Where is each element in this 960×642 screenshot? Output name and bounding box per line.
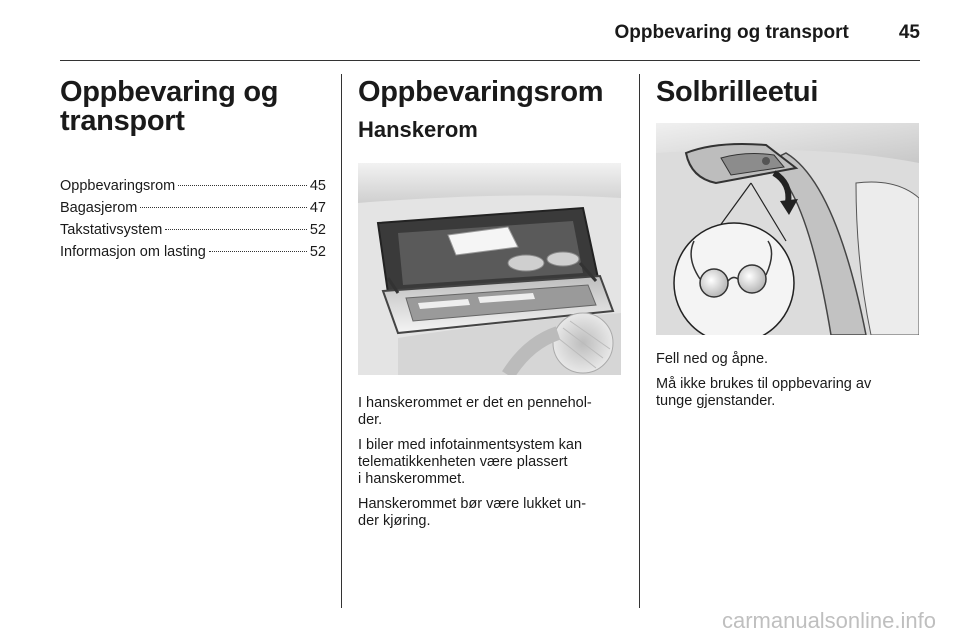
toc-leader-dots <box>178 185 307 186</box>
chapter-title-line2: transport <box>60 105 185 137</box>
toc-entry-bagasjerom[interactable] <box>60 200 326 222</box>
subsection-title-hanskerom: Hanskerom <box>358 117 478 142</box>
toc-entry-informasjon-om-lasting[interactable] <box>60 244 326 266</box>
text-line: Fell ned og åpne. <box>656 351 769 367</box>
header-rule <box>60 60 920 61</box>
hanskerom-text <box>358 395 624 530</box>
text-line: tunge gjenstander. <box>656 393 776 409</box>
table-of-contents <box>60 178 326 266</box>
text-line: der kjøring. <box>358 513 431 529</box>
column-chapter-toc <box>60 78 326 266</box>
section-title-solbrilleetui: Solbrilleetui <box>656 76 819 108</box>
text-line: I biler med infotainmentsystem kan <box>358 437 583 453</box>
text-line: Hanskerommet bør være lukket un- <box>358 496 587 512</box>
text-line: Må ikke brukes til oppbevaring av <box>656 376 872 392</box>
toc-entry-oppbevaringsrom[interactable] <box>60 178 326 200</box>
toc-label: Oppbevaringsrom <box>60 178 176 194</box>
sunglasses-drawing <box>656 123 919 335</box>
toc-leader-dots <box>140 207 306 208</box>
column-storage <box>358 78 624 538</box>
chapter-title-line1: Oppbevaring og <box>60 76 279 108</box>
text-line: telematikkenheten være plassert <box>358 454 568 470</box>
paragraph <box>358 496 624 530</box>
watermark: carmanualsonline.info <box>721 608 936 633</box>
running-header <box>60 18 920 48</box>
text-line: der. <box>358 412 383 428</box>
toc-page: 47 <box>309 200 326 216</box>
column-divider-right <box>639 74 640 608</box>
section-title-oppbevaringsrom: Oppbevaringsrom <box>358 76 604 108</box>
toc-label: Informasjon om lasting <box>60 244 206 260</box>
glovebox-illustration <box>358 163 621 375</box>
toc-leader-dots <box>209 251 307 252</box>
toc-entry-takstativsystem[interactable] <box>60 222 326 244</box>
text-line: I hanskerommet er det en pennehol- <box>358 395 592 411</box>
paragraph <box>358 395 624 429</box>
chapter-title <box>60 78 326 136</box>
paragraph <box>358 437 624 488</box>
toc-label: Bagasjerom <box>60 200 138 216</box>
toc-page: 52 <box>309 222 326 238</box>
text-line: i hanskerommet. <box>358 471 466 487</box>
paragraph <box>656 376 922 410</box>
solbrilleetui-text <box>656 351 922 410</box>
running-header-title: Oppbevaring og transport <box>614 22 849 43</box>
toc-leader-dots <box>165 229 307 230</box>
toc-page: 45 <box>309 178 326 194</box>
glovebox-drawing <box>358 163 621 375</box>
column-divider-left <box>341 74 342 608</box>
toc-page: 52 <box>309 244 326 260</box>
page-number: 45 <box>898 22 920 43</box>
column-sunglasses <box>656 78 922 418</box>
toc-label: Takstativsystem <box>60 222 163 238</box>
paragraph <box>656 351 922 368</box>
sunglasses-holder-illustration <box>656 123 919 335</box>
